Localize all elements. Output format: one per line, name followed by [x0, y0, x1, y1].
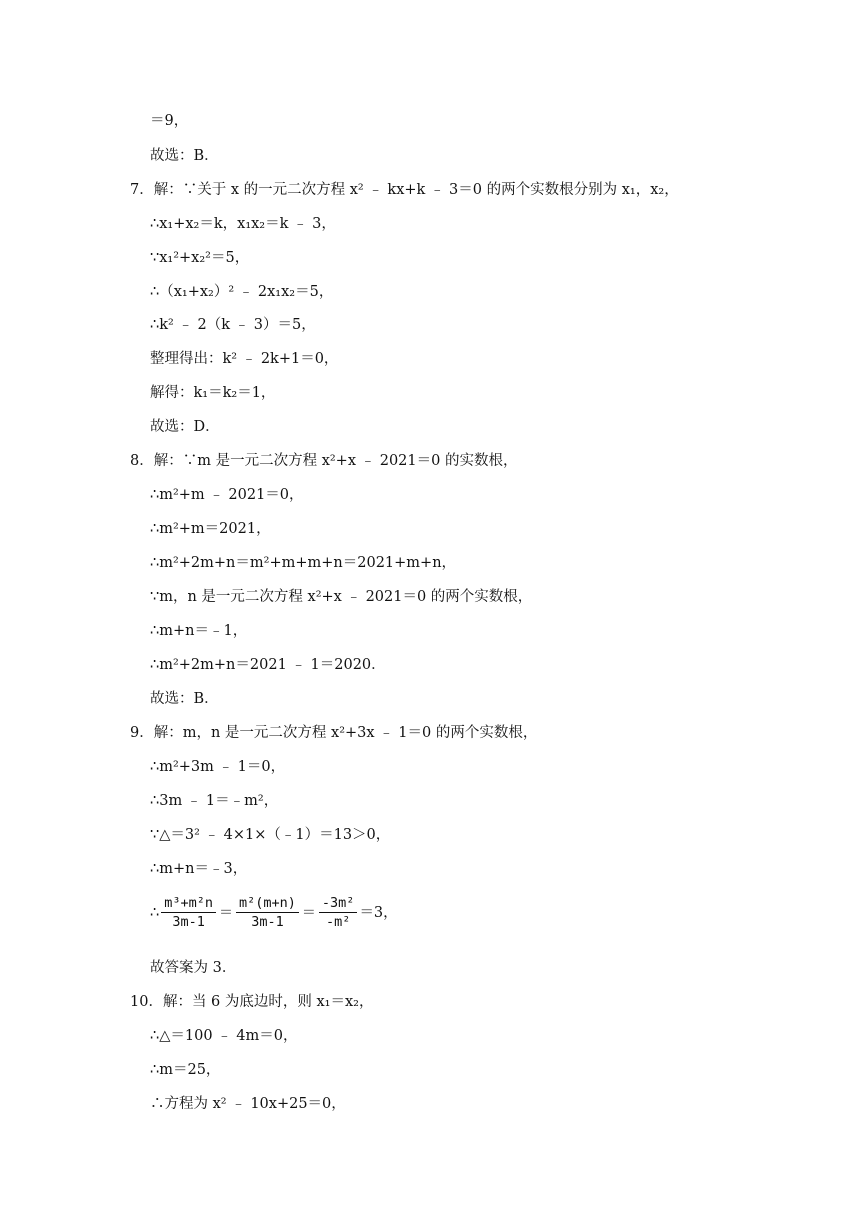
text-line: ∴m+n＝﹣1，	[150, 623, 248, 639]
fraction-2-denominator: 3m-1	[251, 914, 284, 930]
text-line: 解得：k₁＝k₂＝1，	[150, 385, 276, 401]
fraction-2-numerator: m²(m+n)	[236, 895, 299, 913]
text-line: 故答案为 3．	[150, 960, 237, 976]
text-line: ∴m²+m ﹣ 2021＝0，	[150, 487, 304, 503]
therefore-symbol: ∴	[150, 904, 160, 921]
fraction-2	[236, 895, 299, 930]
fraction-3-numerator: -3m²	[319, 895, 358, 913]
text-line: ∴m²+2m+n＝2021 ﹣ 1＝2020．	[150, 657, 386, 673]
fraction-equation	[150, 895, 398, 930]
text-line: ∴x₁+x₂＝k，x₁x₂＝k ﹣ 3，	[150, 216, 336, 232]
text-line: ∴（x₁+x₂）² ﹣ 2x₁x₂＝5，	[150, 284, 334, 300]
text-line: ∵△＝3² ﹣ 4×1×（﹣1）＝13＞0，	[150, 827, 391, 843]
text-line: 故选：D．	[150, 419, 220, 435]
fraction-3	[319, 895, 358, 930]
fraction-result: ＝3，	[359, 904, 398, 921]
fraction-3-denominator: -m²	[325, 914, 351, 930]
text-line: ∴m²+m＝2021，	[150, 521, 271, 537]
text-line: ∴m＝25，	[150, 1062, 221, 1078]
text-line: ＝9，	[150, 113, 189, 129]
text-line: ∴m²+3m ﹣ 1＝0，	[150, 759, 286, 775]
text-line: 故选：B．	[150, 148, 219, 164]
text-line: 10．解：当 6 为底边时，则 x₁＝x₂，	[130, 994, 374, 1010]
text-line: ∴m+n＝﹣3，	[150, 861, 248, 877]
text-line: 整理得出：k² ﹣ 2k+1＝0，	[150, 351, 339, 367]
text-line: 8．解：∵m 是一元二次方程 x²+x ﹣ 2021＝0 的实数根，	[130, 453, 518, 469]
text-line: ∵x₁²+x₂²＝5，	[150, 250, 250, 266]
text-line: 故选：B．	[150, 691, 219, 707]
equals-sign-1: ＝	[219, 904, 234, 921]
text-line: ∴△＝100 ﹣ 4m＝0，	[150, 1028, 298, 1044]
text-line: ∴m²+2m+n＝m²+m+m+n＝2021+m+n，	[150, 555, 457, 571]
text-line: ∴方程为 x² ﹣ 10x+25＝0，	[150, 1096, 346, 1112]
equals-sign-2: ＝	[301, 904, 316, 921]
text-line: ∴k² ﹣ 2（k ﹣ 3）＝5，	[150, 317, 316, 333]
fraction-1	[161, 895, 216, 930]
fraction-1-denominator: 3m-1	[172, 914, 205, 930]
text-line: 9．解：m，n 是一元二次方程 x²+3x ﹣ 1＝0 的两个实数根，	[130, 725, 538, 741]
text-line: ∴3m ﹣ 1＝﹣m²，	[150, 793, 279, 809]
fraction-1-numerator: m³+m²n	[161, 895, 216, 913]
text-line: 7．解：∵关于 x 的一元二次方程 x² ﹣ kx+k ﹣ 3＝0 的两个实数根分别为 x₁，x₂，	[130, 182, 679, 198]
text-line: ∵m，n 是一元二次方程 x²+x ﹣ 2021＝0 的两个实数根，	[150, 589, 533, 605]
